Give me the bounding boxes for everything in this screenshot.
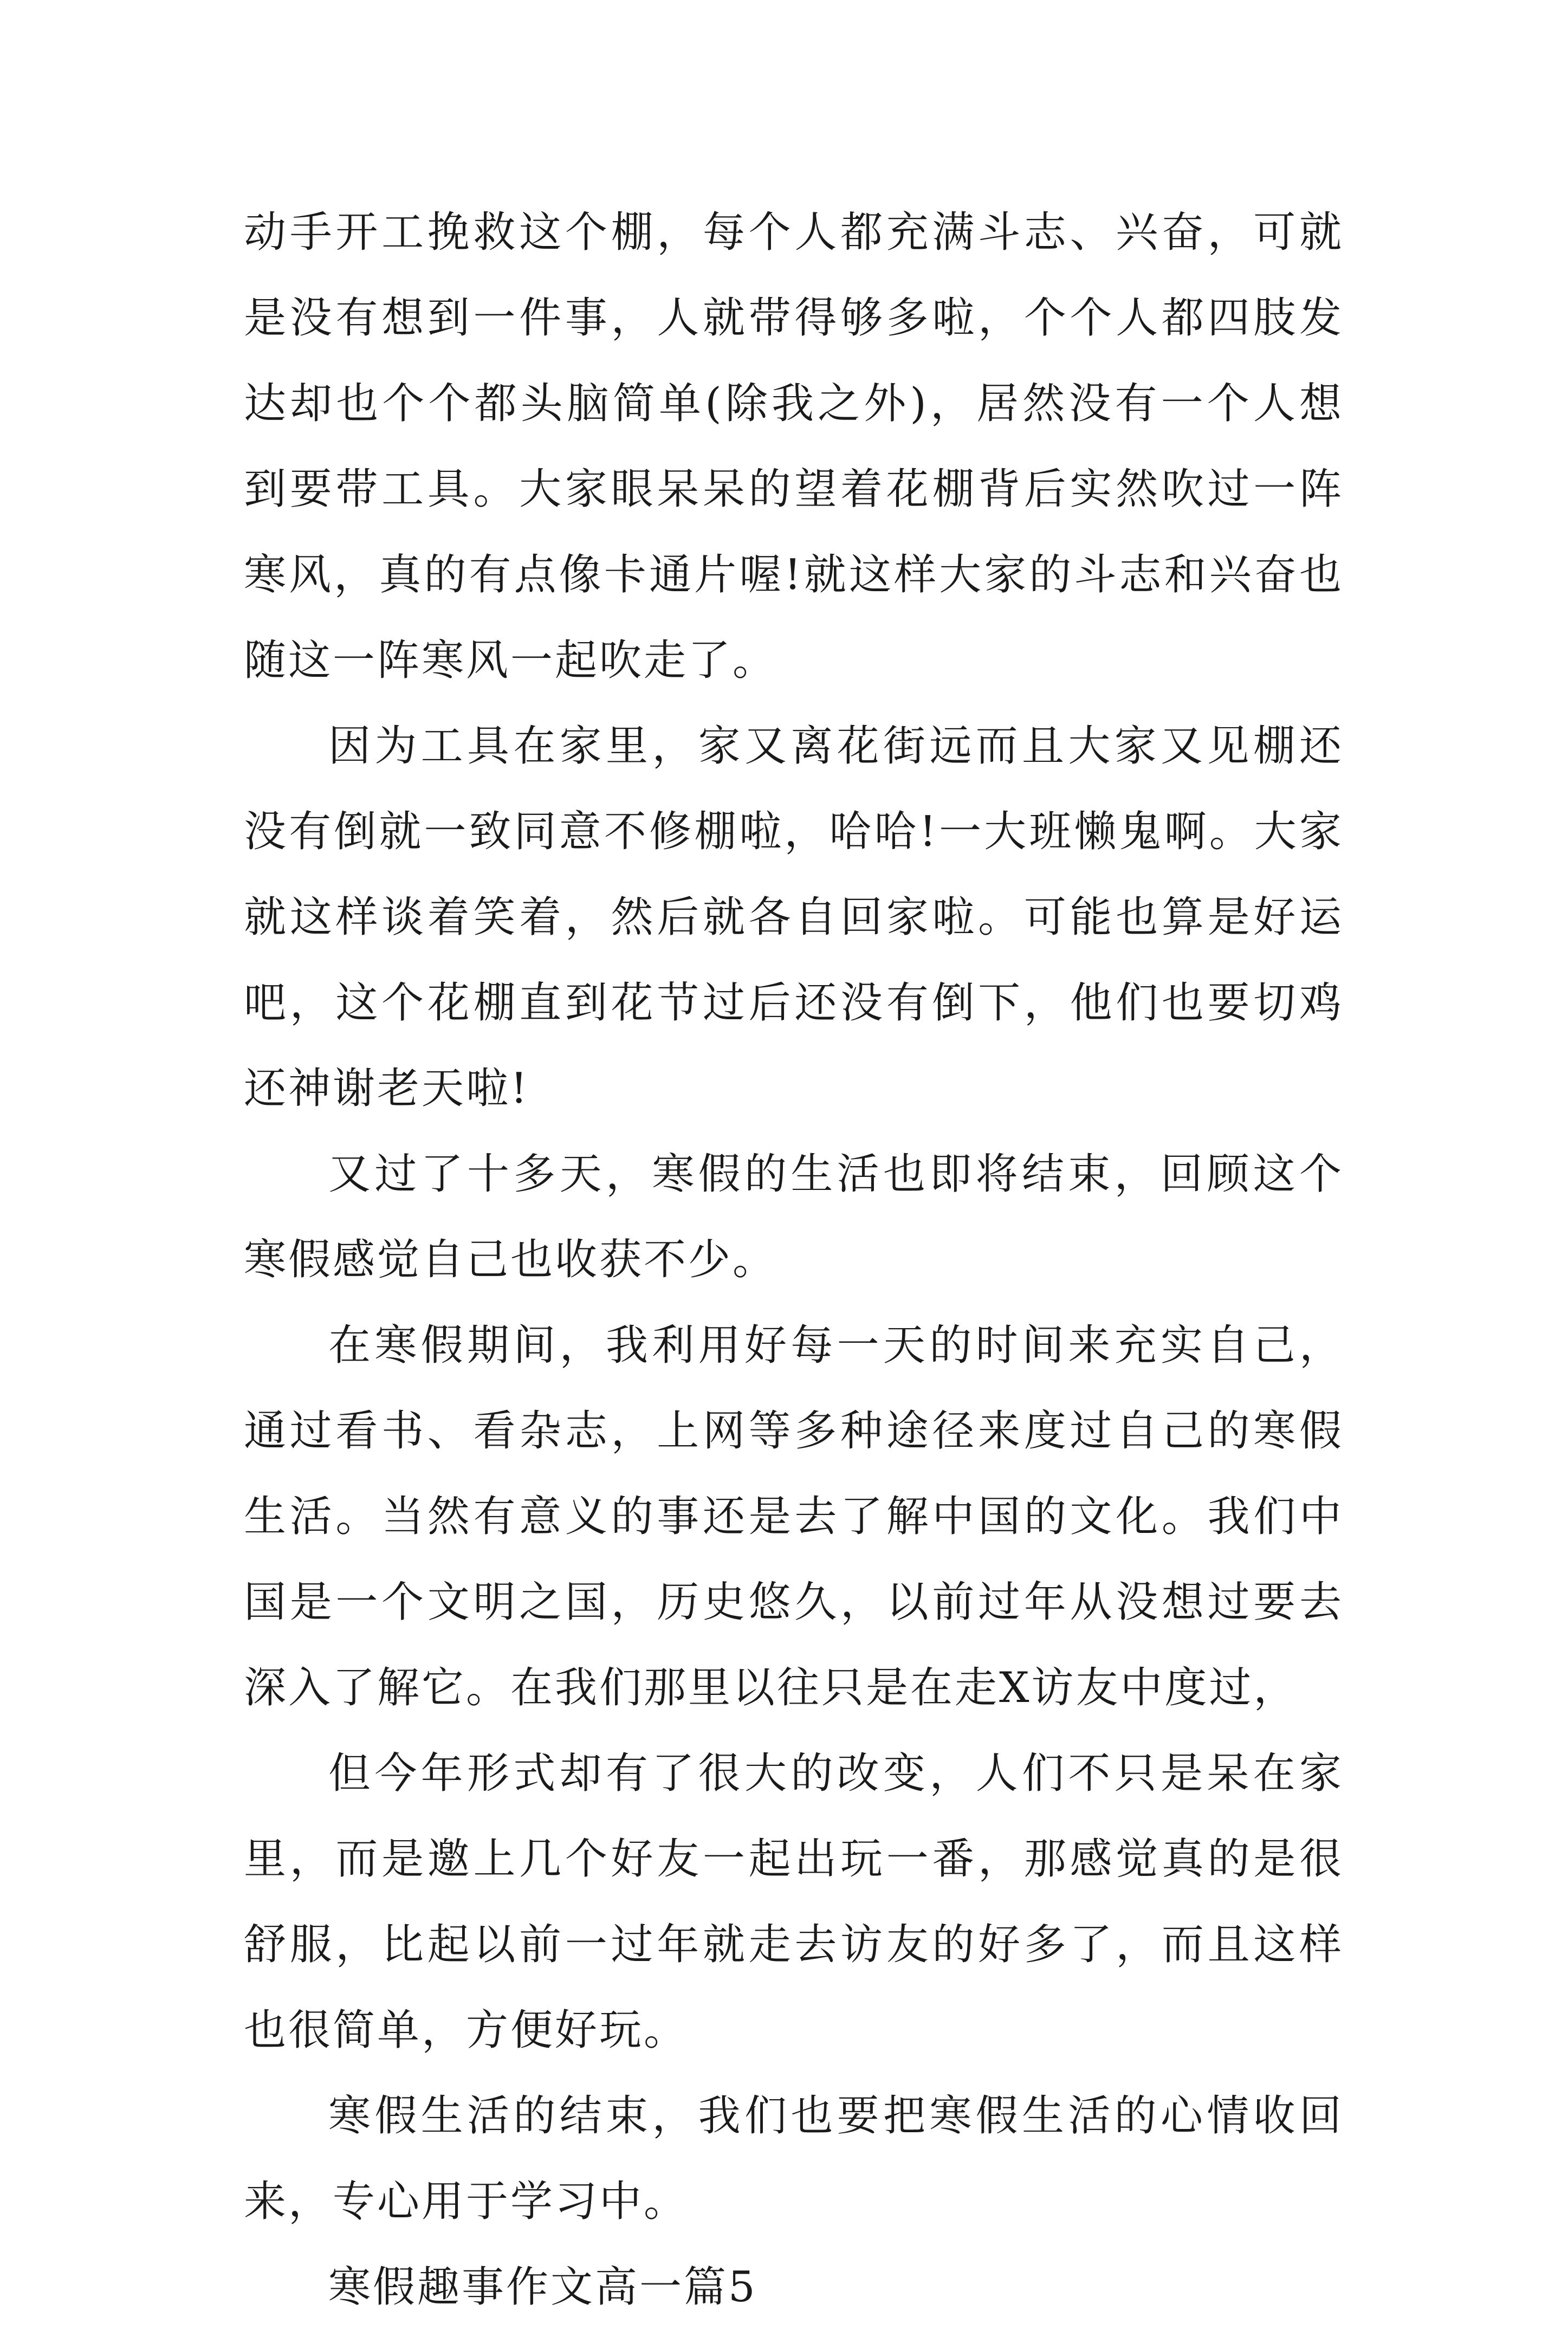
document-body [244, 190, 1344, 2330]
paragraph-3: 又过了十多天，寒假的生活也即将结束，回顾这个寒假感觉自己也收获不少。 [244, 1150, 1344, 1284]
paragraph-1: 动手开工挽救这个棚，每个人都充满斗志、兴奋，可就是没有想到一件事，人就带得够多啦，个个人都四肢发达却也个个都头脑简单(除我之外)，居然没有一个人想到要带工具。大家眼呆呆的望着花棚背后实然吹过一阵寒风，真的有点像卡通片喔!就这样大家的斗志和兴奋也随这一阵寒风一起吹走了。 [244, 208, 1344, 685]
section-heading: 寒假趣事作文高一篇5 [328, 2263, 757, 2312]
paragraph-4: 在寒假期间，我利用好每一天的时间来充实自己，通过看书、看杂志，上网等多种途径来度过自己的寒假生活。当然有意义的事还是去了解中国的文化。我们中国是一个文明之国，历史悠久，以前过年从没想过要去深入了解它。在我们那里以往只是在走X访友中度过， [244, 1321, 1344, 1712]
paragraph-6: 寒假生活的结束，我们也要把寒假生活的心情收回来，专心用于学习中。 [244, 2092, 1344, 2226]
paragraph-2: 因为工具在家里，家又离花街远而且大家又见棚还没有倒就一致同意不修棚啦，哈哈!一大班懒鬼啊。大家就这样谈着笑着，然后就各自回家啦。可能也算是好运吧，这个花棚直到花节过后还没有倒下，他们也要切鸡还神谢老天啦! [244, 722, 1344, 1113]
paragraph-5: 但今年形式却有了很大的改变，人们不只是呆在家里，而是邀上几个好友一起出玩一番，那感觉真的是很舒服，比起以前一过年就走去访友的好多了，而且这样也很简单，方便好玩。 [244, 1749, 1344, 2055]
